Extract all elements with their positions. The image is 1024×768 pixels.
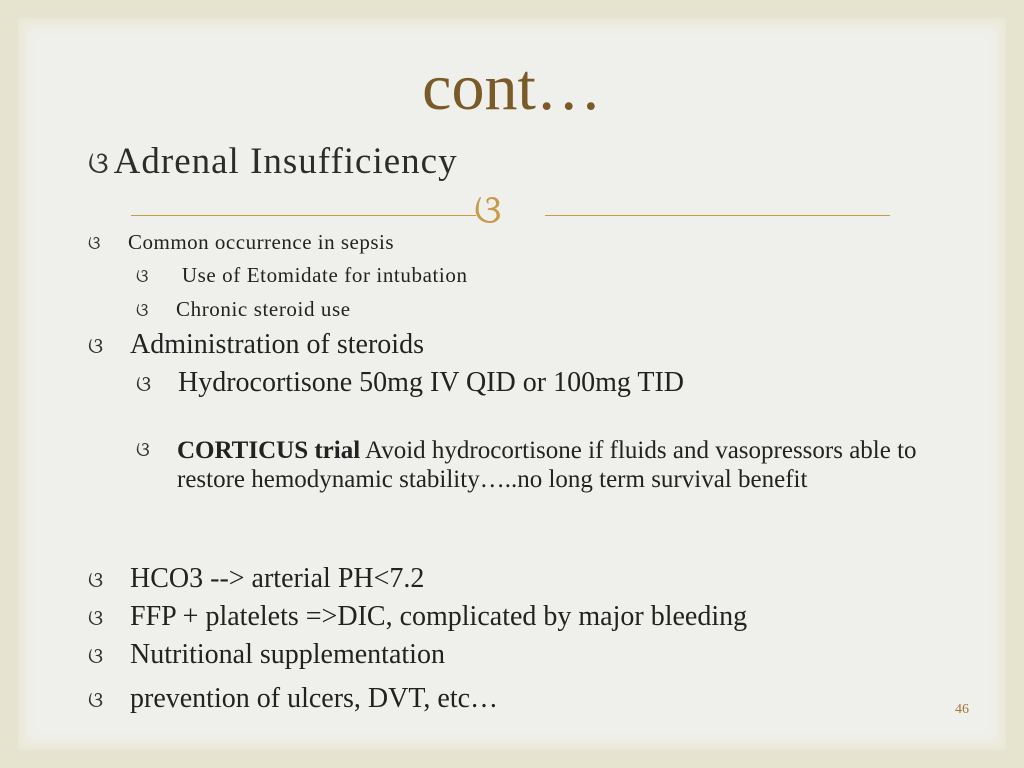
divider-right bbox=[545, 215, 890, 216]
ornament-icon: ଓ bbox=[474, 187, 502, 232]
list-item-text: FFP + platelets =>DIC, complicated by major bleeding bbox=[130, 601, 748, 632]
sub-bullet-icon: ଓ bbox=[136, 371, 152, 396]
list-item-text: Common occurrence in sepsis bbox=[128, 230, 395, 254]
bullet-icon: ଓ bbox=[88, 333, 104, 358]
list-item bbox=[88, 601, 747, 633]
sub-bullet-icon: ଓ bbox=[136, 439, 150, 461]
list-item bbox=[88, 563, 424, 595]
list-item bbox=[88, 230, 394, 255]
list-item-text: Avoid hydrocortisone if fluids and vasopressors able to restore hemodynamic stability…..no long term survival benefit bbox=[177, 437, 917, 493]
page-number: 46 bbox=[955, 702, 969, 717]
list-item-text: Nutritional supplementation bbox=[130, 639, 445, 670]
subtitle-text: Adrenal Insufficiency bbox=[113, 141, 458, 182]
bullet-icon: ଓ bbox=[88, 147, 110, 180]
list-item-text: Administration of steroids bbox=[130, 329, 424, 360]
list-item-text: Use of Etomidate for intubation bbox=[176, 263, 468, 287]
sub-bullet-icon: ଓ bbox=[136, 300, 150, 320]
bullet-icon: ଓ bbox=[88, 687, 104, 712]
list-item bbox=[136, 263, 468, 288]
list-item-bold-text: CORTICUS trial bbox=[177, 437, 361, 464]
divider-left bbox=[131, 215, 476, 216]
list-item bbox=[88, 329, 424, 361]
list-item-text: Chronic steroid use bbox=[176, 297, 351, 321]
list-item-text: HCO3 --> arterial PH<7.2 bbox=[130, 563, 425, 594]
bullet-icon: ଓ bbox=[88, 567, 104, 592]
list-item bbox=[88, 683, 498, 715]
bullet-icon: ଓ bbox=[88, 605, 104, 630]
bullet-icon: ଓ bbox=[88, 643, 104, 668]
list-item bbox=[136, 297, 351, 322]
list-item bbox=[136, 367, 684, 399]
slide-subtitle bbox=[88, 140, 458, 186]
slide-title: cont… bbox=[422, 51, 602, 124]
list-item-text: prevention of ulcers, DVT, etc… bbox=[130, 683, 499, 714]
sub-bullet-icon: ଓ bbox=[136, 266, 150, 286]
list-item bbox=[88, 639, 445, 671]
bullet-icon: ଓ bbox=[88, 233, 101, 253]
list-item-text: Hydrocortisone 50mg IV QID or 100mg TID bbox=[178, 367, 685, 398]
list-item bbox=[136, 436, 926, 494]
